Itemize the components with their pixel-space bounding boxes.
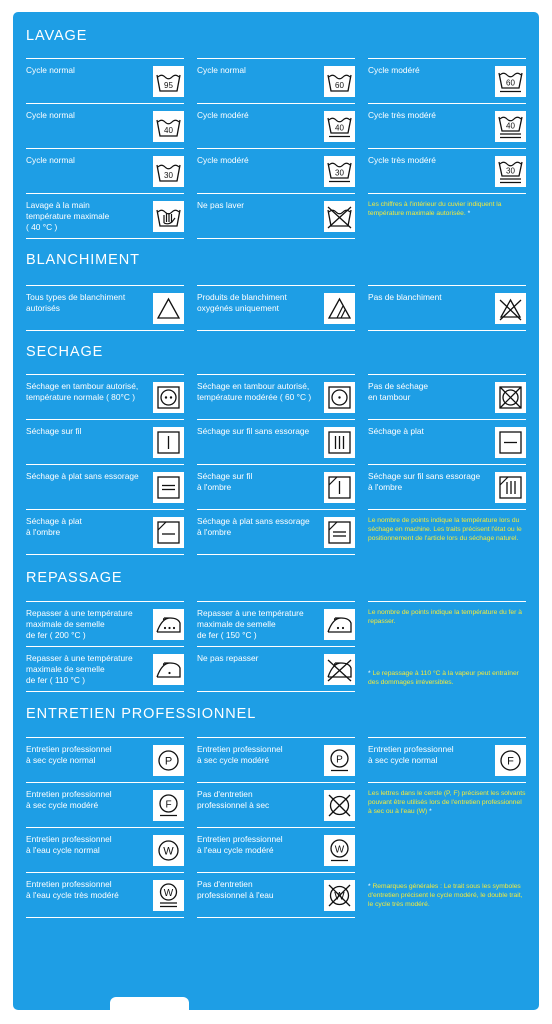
- no-bleach: [368, 285, 526, 331]
- wash-temp: 40: [335, 123, 344, 133]
- note-star: *: [368, 883, 371, 890]
- entretien-note-letters: [368, 782, 526, 816]
- note-star: *: [368, 670, 371, 677]
- bleach-oxygen: [197, 285, 355, 331]
- label: Entretien professionnel à l'eau cycle normal: [26, 834, 112, 855]
- flat-drip-dry-shade: [197, 509, 355, 555]
- label: Cycle très modéré: [368, 155, 436, 165]
- flat-dry: [368, 419, 526, 465]
- flat-dry-shade: [26, 509, 184, 555]
- divider: [197, 330, 355, 331]
- wash-tub-moderate-icon: [324, 156, 355, 187]
- wash-tub-moderate-icon: [324, 111, 355, 142]
- bottom-tab: [110, 997, 189, 1017]
- solvent-letter: W: [334, 844, 345, 856]
- no-ironing: [197, 646, 355, 692]
- no-wet-clean-icon: [324, 880, 355, 911]
- label: Cycle modéré: [368, 65, 420, 75]
- wash-temp: 40: [506, 121, 515, 131]
- wash-normal-30: [26, 148, 184, 194]
- solvent-letter: W: [163, 845, 174, 858]
- flat-dry-icon: [495, 427, 526, 458]
- divider: [26, 691, 184, 692]
- label: Cycle normal: [197, 65, 246, 75]
- hand-wash-icon: [153, 201, 184, 232]
- solvent-letter: P: [336, 754, 343, 766]
- note-text: Le nombre de points indique la température du fer à repasser.: [368, 609, 522, 625]
- no-dry-clean: [197, 782, 355, 828]
- label: Cycle normal: [26, 155, 75, 165]
- label: Séchage sur fil sans essorage à l'ombre: [368, 471, 481, 492]
- wash-tub-icon: [153, 66, 184, 97]
- label: Séchage à plat à l'ombre: [26, 516, 82, 537]
- label: Séchage à plat: [368, 426, 424, 436]
- section-title-blanchiment: BLANCHIMENT: [26, 252, 140, 268]
- wash-tub-icon: [153, 156, 184, 187]
- label: Séchage sur fil à l'ombre: [197, 471, 253, 492]
- wash-temp: 60: [506, 78, 515, 88]
- wet-clean-w-moderate-icon: [324, 835, 355, 866]
- label: Repasser à une température maximale de semelle de fer ( 200 °C ): [26, 608, 133, 640]
- label: Séchage sur fil sans essorage: [197, 426, 310, 436]
- label: Tous types de blanchiment autorisés: [26, 292, 126, 313]
- tumble-dry-moderate: [197, 374, 355, 420]
- label: Entretien professionnel à l'eau cycle très modéré: [26, 879, 119, 900]
- divider: [368, 330, 526, 331]
- flat-dry-drip-icon: [153, 472, 184, 503]
- wash-tub-moderate-icon: [495, 66, 526, 97]
- label: Entretien professionnel à sec cycle modéré: [26, 789, 112, 810]
- wash-normal-60: [197, 58, 355, 104]
- do-not-wash: [197, 193, 355, 239]
- note-star: *: [429, 808, 432, 815]
- label: Séchage sur fil: [26, 426, 82, 436]
- flat-drip-dry-shade-icon: [324, 517, 355, 548]
- label: Entretien professionnel à sec cycle normal: [26, 744, 112, 765]
- dry-clean-f-moderate-icon: [153, 790, 184, 821]
- note-text: Le nombre de points indique la température lors du séchage en machine. Les traits précisent l'état ou le positionnement de l'article lors du séchage naturel.: [368, 517, 522, 542]
- label: Séchage en tambour autorisé, température normale ( 80°C ): [26, 381, 139, 402]
- wash-temp: 30: [335, 168, 344, 178]
- label: Pas de séchage en tambour: [368, 381, 429, 402]
- tumble-dry-two-dots-icon: [153, 382, 184, 413]
- dry-clean-p-moderate: [197, 737, 355, 783]
- no-tumble-dry-icon: [495, 382, 526, 413]
- wash-tub-very-moderate-icon: [495, 111, 526, 142]
- no-tumble-dry: [368, 374, 526, 420]
- drip-line-dry: [197, 419, 355, 465]
- wash-temp: 30: [506, 166, 515, 176]
- label: Cycle normal: [26, 110, 75, 120]
- do-not-wash-icon: [324, 201, 355, 232]
- wash-tub-very-moderate-icon: [495, 156, 526, 187]
- note-star: *: [467, 210, 471, 217]
- divider: [197, 238, 355, 239]
- section-title-entretien: ENTRETIEN PROFESSIONNEL: [26, 706, 257, 722]
- divider: [26, 554, 184, 555]
- wash-temp: 60: [335, 81, 344, 90]
- divider: [26, 238, 184, 239]
- divider: [26, 917, 184, 918]
- label: Séchage à plat sans essorage à l'ombre: [197, 516, 310, 537]
- wet-clean-normal: [26, 827, 184, 873]
- repassage-note-steam: [368, 663, 526, 687]
- label: Cycle modéré: [197, 155, 249, 165]
- no-dry-clean-icon: [324, 790, 355, 821]
- divider: [197, 917, 355, 918]
- label: Ne pas repasser: [197, 653, 259, 663]
- dry-clean-f-moderate: [26, 782, 184, 828]
- dry-clean-p-icon: [153, 745, 184, 776]
- label: Repasser à une température maximale de semelle de fer ( 150 °C ): [197, 608, 304, 640]
- tumble-dry-normal: [26, 374, 184, 420]
- dry-clean-p-moderate-icon: [324, 745, 355, 776]
- line-dry: [26, 419, 184, 465]
- iron-two-dots-icon: [324, 609, 355, 640]
- label: Lavage à la main température maximale ( 40 °C ): [26, 200, 110, 232]
- wash-very-moderate-40: [368, 103, 526, 149]
- bleach-all: [26, 285, 184, 331]
- sechage-note: [368, 509, 526, 543]
- solvent-letter: F: [165, 799, 172, 811]
- section-title-lavage: LAVAGE: [26, 28, 88, 44]
- drip-line-dry-shade-icon: [495, 472, 526, 503]
- wash-hand: [26, 193, 184, 239]
- iron-one-dot-icon: [153, 654, 184, 685]
- line-dry-shade-icon: [324, 472, 355, 503]
- note-text: Les chiffres à l'intérieur du cuvier indiquent la température maximale autorisée.: [368, 201, 502, 217]
- label: Cycle normal: [26, 65, 75, 75]
- label: Repasser à une température maximale de semelle de fer ( 110 °C ): [26, 653, 133, 685]
- tumble-dry-one-dot-icon: [324, 382, 355, 413]
- flat-dry-no-spin: [26, 464, 184, 510]
- solvent-letter: P: [164, 755, 173, 768]
- iron-three-dots-icon: [153, 609, 184, 640]
- solvent-letter: W: [334, 890, 345, 903]
- divider: [197, 691, 355, 692]
- wet-clean-moderate: [197, 827, 355, 873]
- no-bleach-icon: [495, 293, 526, 324]
- wash-temp: 30: [164, 171, 173, 180]
- flat-dry-shade-icon: [153, 517, 184, 548]
- section-title-sechage: SECHAGE: [26, 344, 104, 360]
- label: Séchage en tambour autorisé, température modérée ( 60 °C ): [197, 381, 312, 402]
- divider: [26, 330, 184, 331]
- label: Pas d'entretien professionnel à l'eau: [197, 879, 274, 900]
- drip-line-dry-shade: [368, 464, 526, 510]
- wash-moderate-60: [368, 58, 526, 104]
- wet-clean-w-very-moderate-icon: [153, 880, 184, 911]
- drip-line-dry-icon: [324, 427, 355, 458]
- dry-clean-p-normal: [26, 737, 184, 783]
- label: Pas d'entretien professionnel à sec: [197, 789, 270, 810]
- no-wet-clean: [197, 872, 355, 918]
- divider: [197, 554, 355, 555]
- line-dry-icon: [153, 427, 184, 458]
- lavage-note: [368, 193, 526, 218]
- no-iron-icon: [324, 654, 355, 685]
- iron-110: [26, 646, 184, 692]
- solvent-letter: F: [507, 755, 514, 768]
- dry-clean-f-icon: [495, 745, 526, 776]
- wash-normal-95: [26, 58, 184, 104]
- label: Cycle modéré: [197, 110, 249, 120]
- label: Entretien professionnel à sec cycle normal: [368, 744, 454, 765]
- iron-200: [26, 601, 184, 647]
- label: Entretien professionnel à l'eau cycle modéré: [197, 834, 283, 855]
- iron-150: [197, 601, 355, 647]
- note-text: Les lettres dans le cercle (P, F) précisent les solvants pouvant être utilisés lors de l'entretien professionnel à sec ou à l'eau (W): [368, 790, 526, 815]
- dry-clean-f-normal: [368, 737, 526, 783]
- wash-normal-40: [26, 103, 184, 149]
- wash-moderate-30: [197, 148, 355, 194]
- label: Produits de blanchiment oxygénés uniquement: [197, 292, 287, 313]
- wash-tub-icon: [324, 66, 355, 97]
- note-text: Remarques générales : Le trait sous les symboles d'entretien précisent le cycle modéré, le double trait, le cycle très modéré.: [368, 883, 523, 908]
- wash-very-moderate-30: [368, 148, 526, 194]
- label: Cycle très modéré: [368, 110, 436, 120]
- label: Séchage à plat sans essorage: [26, 471, 139, 481]
- line-dry-shade: [197, 464, 355, 510]
- bleach-triangle-icon: [153, 293, 184, 324]
- entretien-note-general: [368, 876, 526, 909]
- wet-clean-very-moderate: [26, 872, 184, 918]
- wash-temp: 95: [164, 81, 173, 90]
- label: Pas de blanchiment: [368, 292, 442, 302]
- section-title-repassage: REPASSAGE: [26, 570, 123, 586]
- note-text: Le repassage à 110 °C à la vapeur peut entraîner des dommages irréversibles.: [368, 670, 519, 686]
- wash-temp: 40: [164, 126, 173, 135]
- label: Entretien professionnel à sec cycle modéré: [197, 744, 283, 765]
- wet-clean-w-icon: [153, 835, 184, 866]
- label: Ne pas laver: [197, 200, 245, 210]
- wash-moderate-40: [197, 103, 355, 149]
- wash-tub-icon: [153, 111, 184, 142]
- solvent-letter: W: [163, 888, 174, 899]
- repassage-note-dots: [368, 601, 526, 626]
- bleach-oxygen-icon: [324, 293, 355, 324]
